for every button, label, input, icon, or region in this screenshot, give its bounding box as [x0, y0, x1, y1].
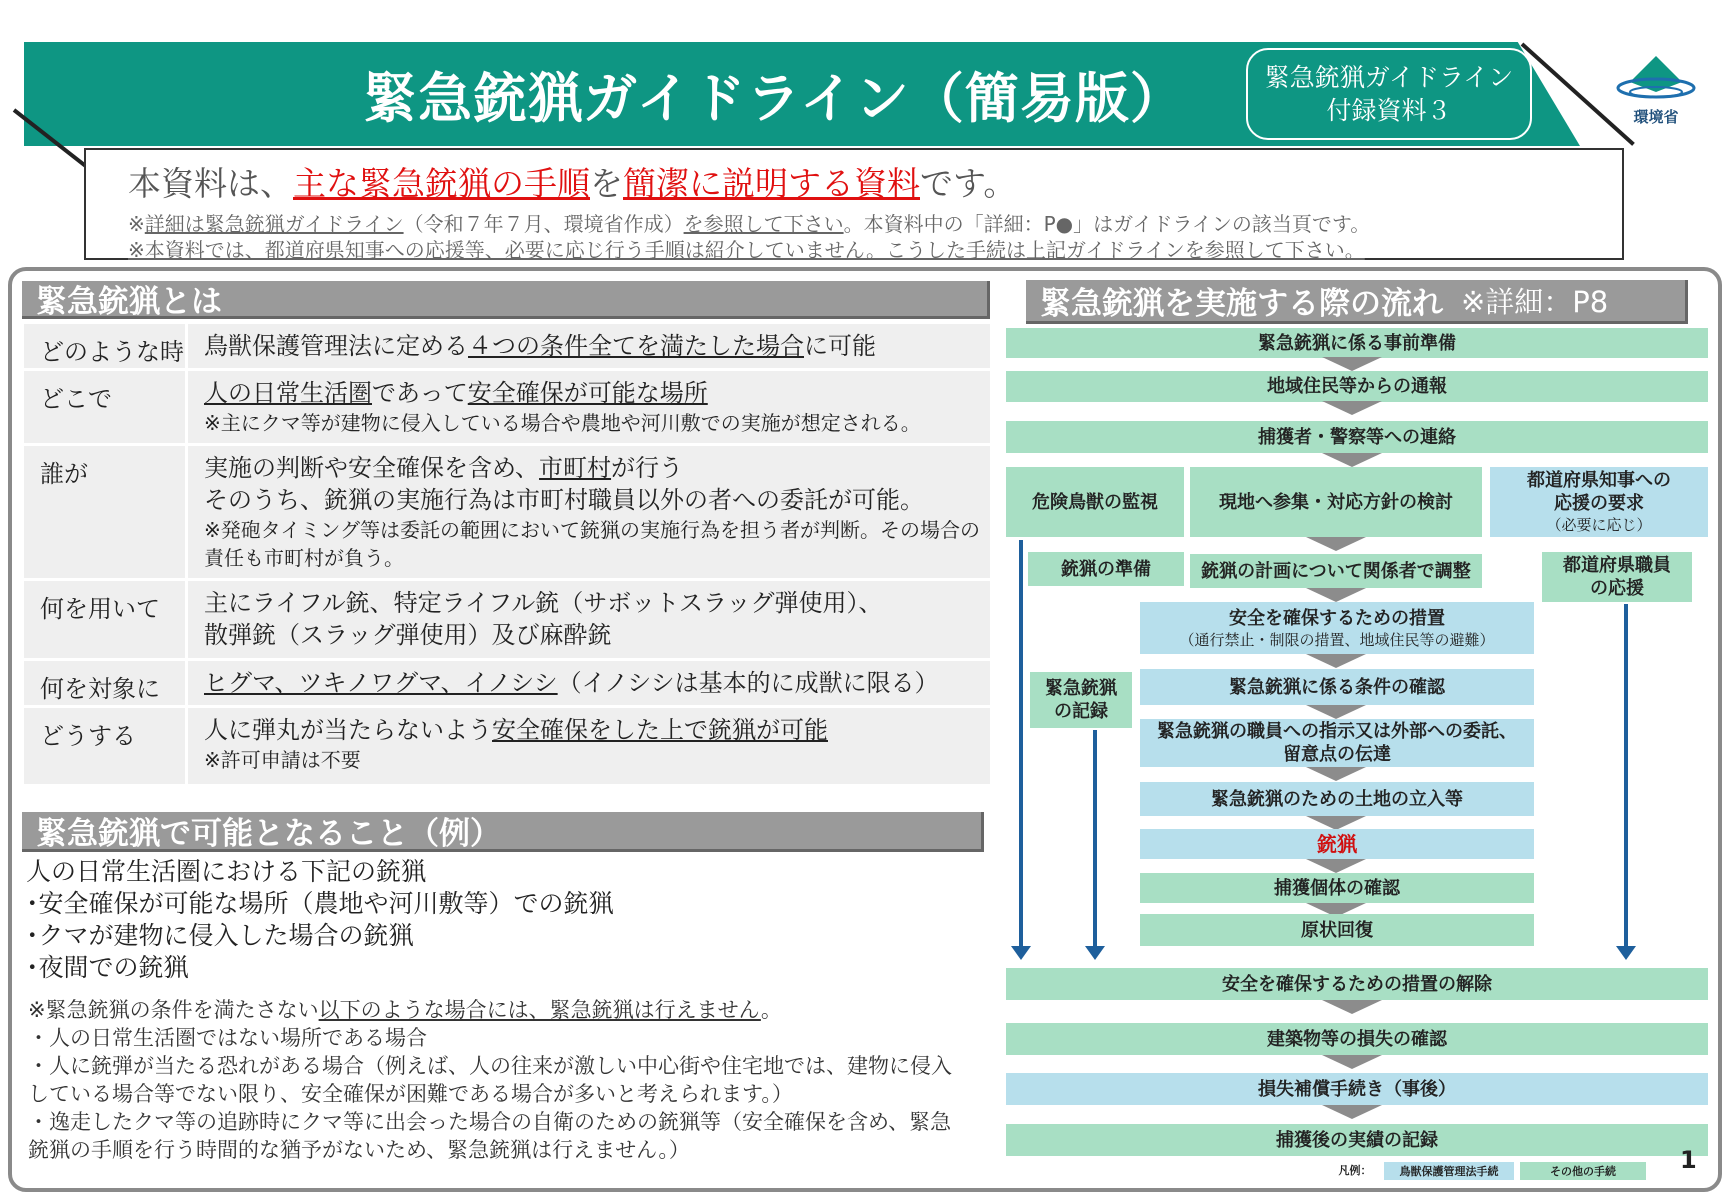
- list-item: ・人の日常生活圏ではない場所である場合: [28, 1026, 427, 1050]
- intro-highlight: 主な緊急銃猟の手順: [293, 164, 590, 203]
- flow-step-pref-staff: 都道府県職員 の応援: [1542, 552, 1692, 602]
- list-item: ･安全確保が可能な場所（農地や河川敷等）での銃猟: [26, 889, 614, 918]
- flow-step-contact: 捕獲者・警察等への連絡: [1006, 421, 1708, 453]
- legend-blue: 鳥獣保護管理法手続: [1384, 1162, 1514, 1180]
- flow-step-monitor: 危険鳥獣の監視: [1006, 467, 1184, 537]
- flow-step-onsite: 現地へ参集・対応方針の検討: [1190, 467, 1482, 537]
- row-header: どうする: [24, 708, 188, 784]
- row-body: 鳥獣保護管理法に定める４つの条件全てを満たした場合に可能: [188, 324, 990, 368]
- flow-step-hunting: 銃猟: [1140, 829, 1534, 859]
- row-header: 何を対象に: [24, 661, 188, 705]
- intro-box: [84, 148, 1624, 260]
- table-row: [24, 324, 990, 371]
- intro-note: ※本資料では、都道府県知事への応援等、必要に応じ行う手順は紹介していません。こうした手続は上記ガイドラインを参照して下さい。: [128, 238, 1365, 262]
- list-item: 人の日常生活圏における下記の銃猟: [26, 857, 427, 886]
- flow-step-report: 地域住民等からの通報: [1006, 371, 1708, 402]
- row-header: どのような時: [24, 324, 188, 368]
- row-header: 誰が: [24, 446, 188, 578]
- table-row: [24, 371, 990, 446]
- flow-step-gun-prep: 銃猟の準備: [1028, 552, 1184, 586]
- page-number: 1: [1680, 1146, 1697, 1174]
- row-header: どこで: [24, 371, 188, 443]
- section-header-flow: 緊急銃猟を実施する際の流れ ※詳細：P8: [1026, 280, 1688, 324]
- flow-step-instruct: 緊急銃猟の職員への指示又は外部への委託、 留意点の伝達: [1140, 719, 1534, 767]
- table-row: [24, 661, 990, 708]
- flow-step-record: 緊急銃猟 の記録: [1030, 672, 1132, 728]
- restriction-notes: [28, 996, 968, 1164]
- table-row: [24, 708, 990, 784]
- row-body: ヒグマ、ツキノワグマ、イノシシ（イノシシは基本的に成獣に限る）: [188, 661, 990, 705]
- flow-step-building-loss: 建築物等の損失の確認: [1006, 1023, 1708, 1055]
- flow-step-prep: 緊急銃猟に係る事前準備: [1006, 328, 1708, 358]
- flow-down-arrow-icon: [1624, 604, 1628, 956]
- flow-step-record-after: 捕獲後の実績の記録: [1006, 1124, 1708, 1156]
- legend-green: その他の手続: [1520, 1162, 1646, 1180]
- flow-down-arrow-icon: [1019, 540, 1023, 956]
- flow-step-capture-check: 捕獲個体の確認: [1140, 873, 1534, 903]
- flow-step-safety-release: 安全を確保するための措置の解除: [1006, 968, 1708, 1000]
- possible-list: [24, 856, 990, 982]
- flow-down-arrow-icon: [1093, 730, 1097, 956]
- flow-step-restore: 原状回復: [1140, 914, 1534, 946]
- flow-step-compensation: 損失補償手続き（事後）: [1006, 1073, 1708, 1105]
- appendix-label: [1246, 48, 1532, 140]
- appendix-line: 緊急銃猟ガイドライン: [1264, 63, 1514, 92]
- flow-step-plan-adjust: 銃猟の計画について関係者で調整: [1190, 554, 1482, 588]
- flow-step-condition-check: 緊急銃猟に係る条件の確認: [1140, 669, 1534, 705]
- table-row: [24, 446, 990, 581]
- section-header-overview: 緊急銃猟とは: [22, 281, 990, 319]
- row-body: 実施の判断や安全確保を含め、市町村が行う そのうち、銃猟の実施行為は市町村職員以外の者への委託が可能。 ※発砲タイミング等は委託の範囲において銃猟の実施行為を担う者が判断。その場合の責任も市町村が負う。: [188, 446, 990, 578]
- list-item: ･夜間での銃猟: [26, 953, 189, 982]
- list-item: ･クマが建物に侵入した場合の銃猟: [26, 921, 414, 950]
- legend-label: 凡例：: [1338, 1164, 1372, 1177]
- notes-heading: ※緊急銃猟の条件を満たさない以下のような場合には、緊急銃猟は行えません。: [28, 998, 782, 1022]
- intro-note: ※詳細は緊急銃猟ガイドライン（令和７年７月、環境省作成）を参照して下さい。本資料中の「詳細：P●」はガイドラインの該当頁です。: [128, 212, 1371, 236]
- list-item: ・逸走したクマ等の追跡時にクマ等に出会った場合の自衛のための銃猟等（安全確保を含め、緊急銃猟の手順を行う時間的な猶予がないため、緊急銃猟は行えません。）: [28, 1110, 952, 1162]
- section-header-possible: 緊急銃猟で可能となること（例）: [22, 812, 984, 852]
- overview-table: [24, 324, 990, 784]
- list-item: ・人に銃弾が当たる恐れがある場合（例えば、人の往来が激しい中心街や住宅地では、建物に侵入している場合等でない限り、安全確保が困難である場合が多いと考えられます。）: [28, 1054, 952, 1106]
- row-body: 人の日常生活圏であって安全確保が可能な場所 ※主にクマ等が建物に侵入している場合や農地や河川敷での実施が想定される。: [188, 371, 990, 443]
- row-body: 主にライフル銃、特定ライフル銃（サボットスラッグ弾使用）、 散弾銃（スラッグ弾使用）及び麻酔銃: [188, 581, 990, 658]
- flow-step-safety-measures: 安全を確保するための措置 （通行禁止・制限の措置、地域住民等の避難）: [1140, 602, 1534, 654]
- ministry-logo-text: 環境省: [1633, 108, 1679, 126]
- flow-step-land-entry: 緊急銃猟のための土地の立入等: [1140, 782, 1534, 816]
- intro-main-text: 本資料は、主な緊急銃猟の手順を簡潔に説明する資料です。: [128, 164, 1017, 203]
- flow-step-pref-request: 都道府県知事への 応援の要求 （必要に応じ）: [1490, 467, 1708, 537]
- row-header: 何を用いて: [24, 581, 188, 658]
- page-title: 緊急銃猟ガイドライン（簡易版）: [363, 66, 1185, 130]
- table-row: [24, 581, 990, 661]
- intro-highlight: 簡潔に説明する資料: [623, 164, 920, 203]
- row-body: 人に弾丸が当たらないよう安全確保をした上で銃猟が可能 ※許可申請は不要: [188, 708, 990, 784]
- appendix-line: 付録資料３: [1326, 96, 1452, 125]
